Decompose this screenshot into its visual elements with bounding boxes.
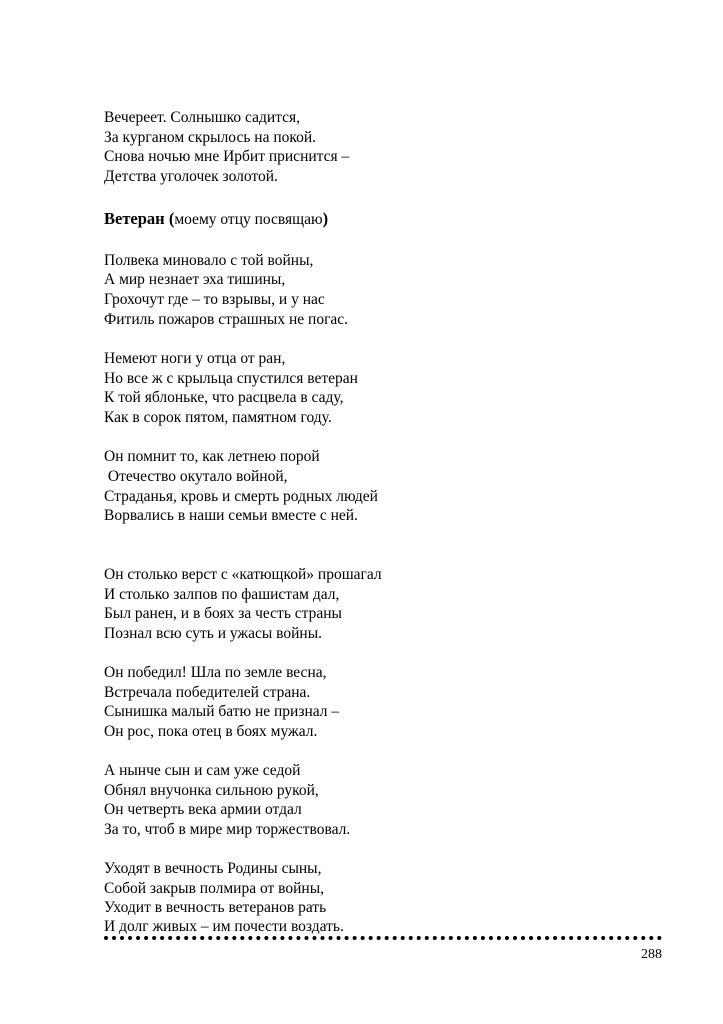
poem-line: Но все ж с крыльца спустился ветеран	[104, 370, 358, 387]
poem-line: Он столько верст с «катющкой» прошагал	[104, 566, 382, 583]
title-close: )	[322, 209, 329, 228]
poem-line: Детства уголочек золотой.	[104, 168, 278, 185]
poem-line: Собой закрыв полмира от войны,	[104, 880, 325, 897]
poem-line: Отечество окутало войной,	[104, 468, 288, 485]
poem-line: Был ранен, и в боях за честь страны	[104, 605, 342, 622]
poem-line: Он победил! Шла по земле весна,	[104, 664, 327, 681]
poem-line: Он рос, пока отец в боях мужал.	[104, 723, 318, 740]
poem-line: Вечереет. Солнышко садится,	[104, 109, 300, 126]
page-number: 288	[641, 947, 662, 962]
poem-line: Страданья, кровь и смерть родных людей	[104, 488, 378, 505]
poem-line: Снова ночью мне Ирбит приснится –	[104, 148, 350, 165]
poem-line: Ворвались в наши семьи вместе с ней.	[104, 507, 358, 524]
poem-line: Обнял внучонка сильною рукой,	[104, 782, 319, 799]
dedication-text: моему отцу посвящаю	[174, 211, 323, 228]
poem-line: Фитиль пожаров страшных не погас.	[104, 311, 349, 328]
poem-line: Он помнит то, как летнею порой	[104, 448, 320, 465]
poem-line: И долг живых – им почести воздать.	[104, 918, 344, 935]
poem-title	[104, 208, 328, 231]
poem-line: За курганом скрылось на покой.	[104, 129, 317, 146]
poem-line: К той яблоньке, что расцвела в саду,	[104, 389, 344, 406]
poem-line: Уходят в вечность Родины сыны,	[104, 860, 322, 877]
poem-line: А нынче сын и сам уже седой	[104, 762, 301, 779]
poem-line: Познал всю суть и ужасы войны.	[104, 625, 323, 642]
poem-line: Сынишка малый батю не признал –	[104, 703, 340, 720]
poem-line: Полвека миновало с той войны,	[104, 252, 314, 269]
poem-line: Грохочут где – то взрывы, и у нас	[104, 291, 325, 308]
poem-line: Встречала победителей страна.	[104, 684, 311, 701]
title-text: Ветеран (	[104, 209, 175, 228]
poem-line: И столько залпов по фашистам дал,	[104, 586, 340, 603]
poem-line: А мир незнает эха тишины,	[104, 271, 286, 288]
poem-line: Немеют ноги у отца от ран,	[104, 350, 286, 367]
poem-line: Он четверть века армии отдал	[104, 801, 302, 818]
poem-line: Как в сорок пятом, памятном году.	[104, 409, 332, 426]
poem-line: Уходит в вечность ветеранов рать	[104, 899, 327, 916]
poem-line: За то, чтоб в мире мир торжествовал.	[104, 821, 351, 838]
footer-dotted-rule	[104, 936, 662, 940]
